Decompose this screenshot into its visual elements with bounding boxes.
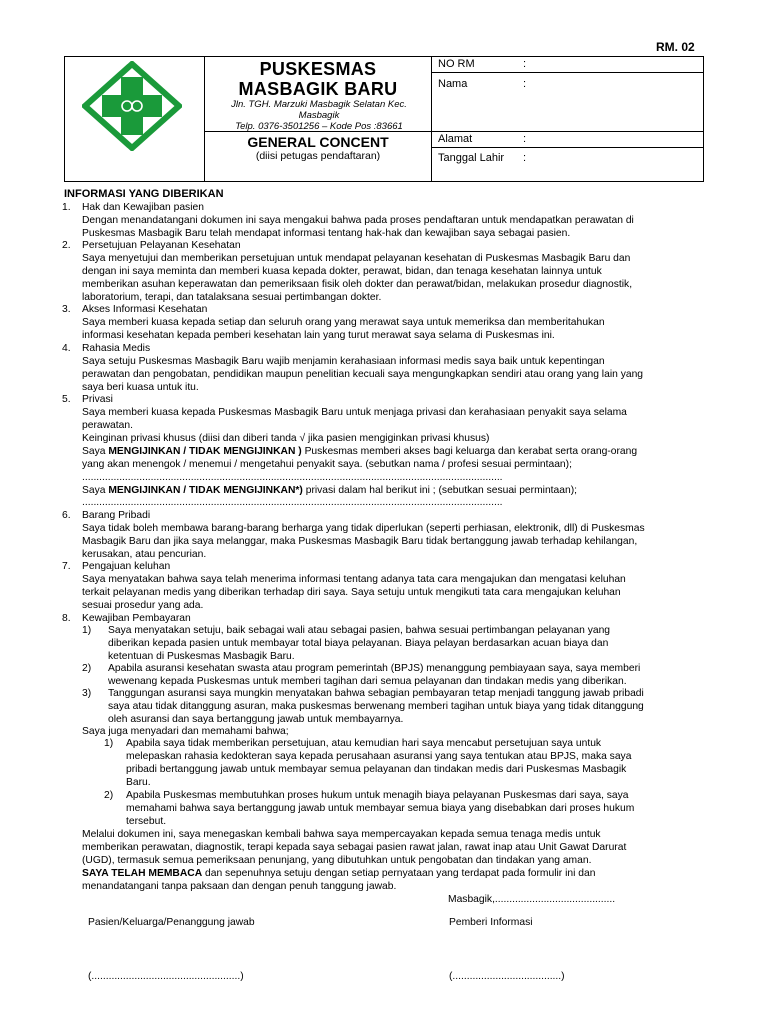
closing-text: memberikan perawatan, diagnostik, terapi kepada saya sebagai pasien rawat jalan, rawat inap atau Unit Gawat Darurat <box>82 842 627 853</box>
tanggal-lahir-label: Tanggal Lahir <box>438 152 505 164</box>
section-7-text: sesuai prosedur yang ada. <box>82 600 204 611</box>
section-5-number: 5. <box>62 394 71 405</box>
section-7-text: terkait pelayanan medis yang diberikan terhadap diri saya. Saya setuju untuk mengikuti tata cara mengajukan keluhan <box>82 587 621 598</box>
alamat-label: Alamat <box>438 133 473 145</box>
awareness-heading: Saya juga menyadari dan memahami bahwa; <box>82 726 289 737</box>
awareness-item-text: pribadi bertanggung jawab untuk membayar semua pelayanan dan tindakan medis dari Puskesmas Masbagik <box>126 764 627 775</box>
section-8-title: Kewajiban Pembayaran <box>82 613 191 624</box>
form-title-cell <box>204 131 432 182</box>
org-address-line1: Jln. TGH. Marzuki Masbagik Selatan Kec. <box>231 99 407 110</box>
section-3-title: Akses Informasi Kesehatan <box>82 304 208 315</box>
signature-line-patient[interactable]: (....................................................) <box>88 971 244 982</box>
section-5-text: perawatan. <box>82 420 133 431</box>
awareness-item-text: memahami bahwa saya bertanggung jawab untuk membayar semua biaya yang disebabkan dari proses hukum <box>126 803 635 814</box>
payment-item-text: wewenang kepada Puskesmas untuk memberi tagihan dari semua pelayanan dan tindakan medis yang diberikan. <box>108 676 627 687</box>
form-subtitle: (diisi petugas pendaftaran) <box>255 150 381 162</box>
payment-item-text: saya atau tidak ditanggung asuran, maka puskesmas berwenang memberi tagihan untuk biaya yang tidak ditanggung <box>108 701 644 712</box>
payment-item-text: Apabila asuransi kesehatan swasta atau program pemerintah (BPJS) menanggung pembiayaan saya, saya memberi <box>108 663 641 674</box>
section-1-title: Hak dan Kewajiban pasien <box>82 202 204 213</box>
section-5-text: Saya memberi kuasa kepada Puskesmas Masbagik Baru untuk menjaga privasi dan kerahasiaan penyakit saya selama <box>82 407 627 418</box>
section-6-text: Masbagik Baru dan jika saya melanggar, maka Puskesmas Masbagik Baru tidak bertanggung jawab terhadap kehilangan, <box>82 536 638 547</box>
tanggal-lahir-field[interactable]: : <box>523 152 527 164</box>
section-5-fill-line[interactable]: ................................................................................................................................................... <box>82 497 503 508</box>
section-5-text: yang akan menengok / menemui / mengetahui penyakit saya. (sebutkan nama / profesi sesuai permintaan); <box>82 459 572 470</box>
section-5-text: Keinginan privasi khusus (diisi dan diberi tanda √ jika pasien mengiginkan privasi khusus) <box>82 433 490 444</box>
form-title: GENERAL CONCENT <box>247 134 389 150</box>
place-date-field[interactable]: Masbagik,.......................................... <box>448 894 616 905</box>
org-name-line2: MASBAGIK BARU <box>238 79 398 99</box>
section-3-number: 3. <box>62 304 71 315</box>
awareness-item-text: melepaskan rahasia kedokteran saya kepada perusahaan asuransi yang saya tentukan atau BPJS, maka saya <box>126 751 632 762</box>
organization-cell <box>204 56 432 132</box>
read-statement: menandatangani tanpa paksaan dan dengan penuh tanggung jawab. <box>82 881 397 892</box>
patient-address-cell <box>431 131 704 182</box>
section-7-text: Saya menyatakan bahwa saya telah menerima informasi tentang adanya tata cara mengajukan dan mengatasi keluhan <box>82 574 626 585</box>
section-4-text: perawatan dan pengobatan, pendidikan maupun penelitian kecuali saya mengungkapkan sendiri atau orang yang lain yang <box>82 369 644 380</box>
info-heading: INFORMASI YANG DIBERIKAN <box>64 188 224 200</box>
read-statement: SAYA TELAH MEMBACA dan sepenuhnya setuju dengan setiap pernyataan yang terdapat pada formulir ini dan <box>82 868 596 879</box>
section-4-number: 4. <box>62 343 71 354</box>
signature-line-informant[interactable]: (......................................) <box>449 971 565 982</box>
section-1-text: Puskesmas Masbagik Baru telah mendapat informasi tentang hak-hak dan kewajiban saya sebagai pasien. <box>82 228 571 239</box>
nama-field[interactable]: : <box>523 78 527 90</box>
payment-item-text: Tanggungan asuransi saya mungkin menyatakan bahwa sebagian pembayaran tetap menjadi tanggung jawab pribadi <box>108 688 644 699</box>
section-6-text: kerusakan, atau pencurian. <box>82 549 207 560</box>
section-2-text: laboratorium, terapi, dan tatalaksana sesuai pertimbangan dokter. <box>82 292 382 303</box>
section-2-text: Saya menyetujui dan memberikan persetujuan untuk mendapat pelayanan kesehatan di Puskesmas Masbagik Baru dan <box>82 253 631 264</box>
section-2-text: dengan ini saya meminta dan memberi kuasa kepada dokter, perawat, bidan, dan tenaga kesehatan lainnya untuk <box>82 266 602 277</box>
payment-item-text: Saya menyatakan setuju, baik sebagai wali atau sebagai pasien, bahwa sesuai pertimbangan pelayanan yang <box>108 625 611 636</box>
section-6-number: 6. <box>62 510 71 521</box>
nama-label: Nama <box>438 78 468 90</box>
section-8-number: 8. <box>62 613 71 624</box>
section-1-text: Dengan menandatangani dokumen ini saya mengakui bahwa pada proses pendaftaran untuk mendapatkan perawatan di <box>82 215 634 226</box>
no-rm-label: NO RM <box>438 58 475 70</box>
patient-id-cell <box>431 56 704 132</box>
section-6-title: Barang Pribadi <box>82 510 151 521</box>
payment-item-text: ketentuan di Puskesmas Masbagik Baru. <box>108 651 295 662</box>
consent-choice-1[interactable]: MENGIJINKAN / TIDAK MENGIJINKAN ) <box>108 446 302 457</box>
org-address-line2: Masbagik <box>298 110 340 121</box>
form-code: RM. 02 <box>656 40 695 54</box>
awareness-item-text: Baru. <box>126 777 151 788</box>
section-2-text: memberikan asuhan keperawatan dan pemeriksaan fisik oleh dokter dan perawat/bidan, melakukan prosedur diagnostik, <box>82 279 633 290</box>
closing-text: (UGD), termasuk semua pemeriksaan penunjang, yang dibutuhkan untuk pengobatan dan tindakan yang aman. <box>82 855 592 866</box>
payment-item-number: 2) <box>82 663 92 674</box>
no-rm-field[interactable]: : <box>523 58 527 70</box>
awareness-item-text: tersebut. <box>126 816 167 827</box>
section-7-title: Pengajuan keluhan <box>82 561 171 572</box>
signature-label-informant: Pemberi Informasi <box>449 917 533 928</box>
signature-label-patient: Pasien/Keluarga/Penanggung jawab <box>88 917 255 928</box>
section-5-consent-line: Saya MENGIJINKAN / TIDAK MENGIJINKAN ) Puskesmas memberi akses bagi keluarga dan kerabat serta orang-orang <box>82 446 638 457</box>
org-name-line1: PUSKESMAS <box>259 59 377 79</box>
section-5-fill-line[interactable]: ................................................................................................................................................... <box>82 472 503 483</box>
section-4-text: saya beri kuasa untuk itu. <box>82 382 199 393</box>
closing-text: Melalui dokumen ini, saya menegaskan kembali bahwa saya mempercayakan kepada semua tenaga medis untuk <box>82 829 601 840</box>
payment-item-number: 1) <box>82 625 92 636</box>
puskesmas-logo-icon <box>82 61 182 151</box>
section-7-number: 7. <box>62 561 71 572</box>
org-phone: Telp. 0376-3501256 – Kode Pos :83661 <box>235 121 403 132</box>
payment-item-text: diberikan kepada pasien untuk membayar total biaya pelayanan. Biaya pelayan berdasarkan acuan biaya dan <box>108 638 609 649</box>
section-5-consent-line: Saya MENGIJINKAN / TIDAK MENGIJINKAN*) privasi dalam hal berikut ini ; (sebutkan sesuai permintaan); <box>82 485 578 496</box>
section-3-text: Saya memberi kuasa kepada setiap dan seluruh orang yang merawat saya untuk memeriksa dan memberitahukan <box>82 317 605 328</box>
awareness-item-number: 2) <box>104 790 114 801</box>
section-4-text: Saya setuju Puskesmas Masbagik Baru wajib menjamin kerahasiaan informasi medis saya baik untuk kepentingan <box>82 356 605 367</box>
alamat-field[interactable]: : <box>523 133 527 145</box>
section-3-text: informasi kesehatan kepada pemberi kesehatan lain yang turut merawat saya selama di Puskesmas ini. <box>82 330 555 341</box>
payment-item-number: 3) <box>82 688 92 699</box>
section-4-title: Rahasia Medis <box>82 343 151 354</box>
section-5-title: Privasi <box>82 394 113 405</box>
awareness-item-text: Apabila saya tidak memberikan persetujuan, atau kemudian hari saya mencabut persetujuan saya untuk <box>126 738 602 749</box>
consent-choice-2[interactable]: MENGIJINKAN / TIDAK MENGIJINKAN*) <box>108 485 303 496</box>
section-2-title: Persetujuan Pelayanan Kesehatan <box>82 240 241 251</box>
section-2-number: 2. <box>62 240 71 251</box>
logo-cell <box>64 56 205 182</box>
awareness-item-text: Apabila Puskesmas membutuhkan proses hukum untuk menagih biaya pelayanan Puskesmas dari saya, saya <box>126 790 629 801</box>
awareness-item-number: 1) <box>104 738 114 749</box>
section-1-number: 1. <box>62 202 71 213</box>
payment-item-text: oleh asuransi dan saya bertanggung jawab untuk membayarnya. <box>108 714 404 725</box>
section-6-text: Saya tidak boleh membawa barang-barang berharga yang tidak diperlukan (seperti perhiasan, elektronik, dll) di Puskesmas <box>82 523 645 534</box>
